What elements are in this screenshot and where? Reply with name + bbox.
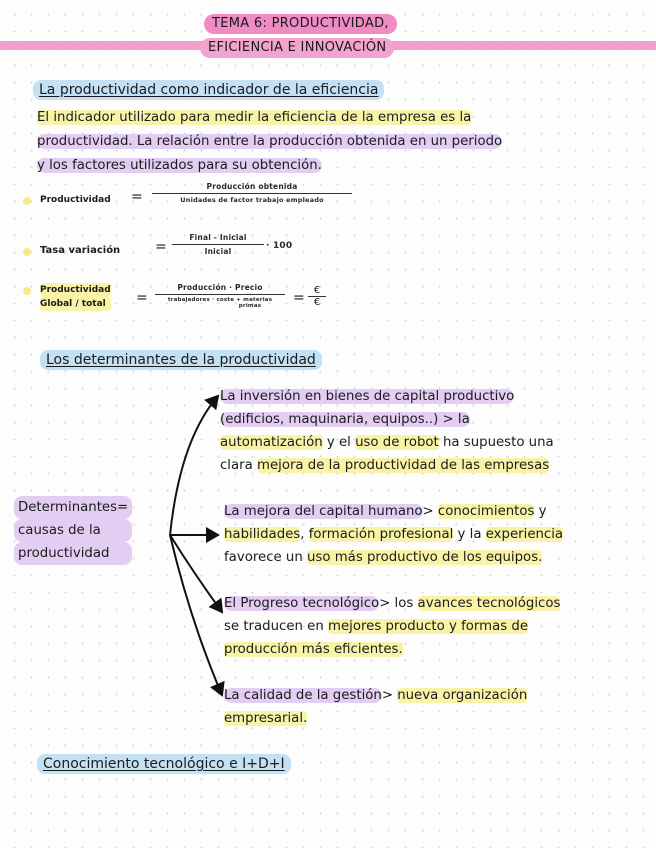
determinantes-line-3: productividad bbox=[14, 542, 132, 565]
formula-label-tasa: Tasa variación bbox=[40, 245, 121, 256]
fraction-numerator: Final - Inicial bbox=[189, 233, 247, 242]
fraction-numerator: Producción · Precio bbox=[177, 283, 263, 292]
equals-sign: = bbox=[131, 189, 143, 205]
equals-sign-2: = bbox=[293, 290, 305, 306]
fraction-denominator: trabajadores · coste + materias bbox=[167, 297, 273, 303]
arrow-to-item4 bbox=[170, 535, 222, 695]
determinantes-line-2: causas de la bbox=[14, 519, 132, 542]
intro-line-2: productividad. La relación entre la producción obtenida en un periodo bbox=[37, 134, 503, 149]
page-title-line2: EFICIENCIA E INNOVACIÓN bbox=[200, 38, 394, 58]
fraction-denominator: Unidades de factor trabajo empleado bbox=[180, 196, 324, 204]
section-heading-productividad: La productividad como indicador de la eficiencia bbox=[33, 80, 384, 100]
formula-multiplier: · 100 bbox=[266, 241, 293, 251]
equals-sign: = bbox=[136, 290, 148, 306]
formula-label-productividad: Productividad bbox=[40, 195, 111, 205]
equals-sign: = bbox=[155, 239, 167, 255]
fraction-numerator: € bbox=[313, 285, 321, 296]
fraction-denominator: Inicial bbox=[204, 247, 232, 256]
determinante-calidad-gestion: La calidad de la gestión> nueva organización empresarial. bbox=[224, 688, 528, 726]
determinante-capital-humano: La mejora del capital humano> conocimientos y habilidades, formación profesional y la experiencia favorece un uso más productivo de los equipos. bbox=[224, 504, 564, 565]
section-heading-conocimiento: Conocimiento tecnológico e I+D+I bbox=[37, 754, 291, 774]
formula-label-global-line2: Global / total bbox=[40, 297, 111, 311]
determinantes-line-1: Determinantes= bbox=[14, 496, 132, 519]
arrow-to-item3 bbox=[170, 535, 222, 612]
intro-line-3: y los factores utilizados para su obtención. bbox=[37, 158, 322, 173]
formula-label-global-line1: Productividad bbox=[40, 285, 111, 295]
intro-line-1: El indicador utilizado para medir la eficiencia de la empresa es la bbox=[37, 110, 472, 125]
arrow-to-item1 bbox=[170, 396, 218, 535]
page-title-line1: TEMA 6: PRODUCTIVIDAD, bbox=[204, 14, 397, 34]
determinante-progreso-tecnologico: El Progreso tecnológico> los avances tecnológicos se traducen en mejores producto y formas de producción más eficientes. bbox=[224, 596, 561, 657]
fraction-denominator: € bbox=[313, 297, 321, 308]
fraction-numerator: Producción obtenida bbox=[206, 182, 298, 191]
fraction-denominator-2: primas bbox=[238, 303, 262, 309]
determinante-inversion: La inversión en bienes de capital productivo (edificios, maquinaria, equipos..) > la automatización y el uso de robot ha supuesto una clara mejora de la productividad de las empresas bbox=[220, 389, 554, 473]
section-heading-determinantes: Los determinantes de la productividad bbox=[40, 350, 322, 370]
